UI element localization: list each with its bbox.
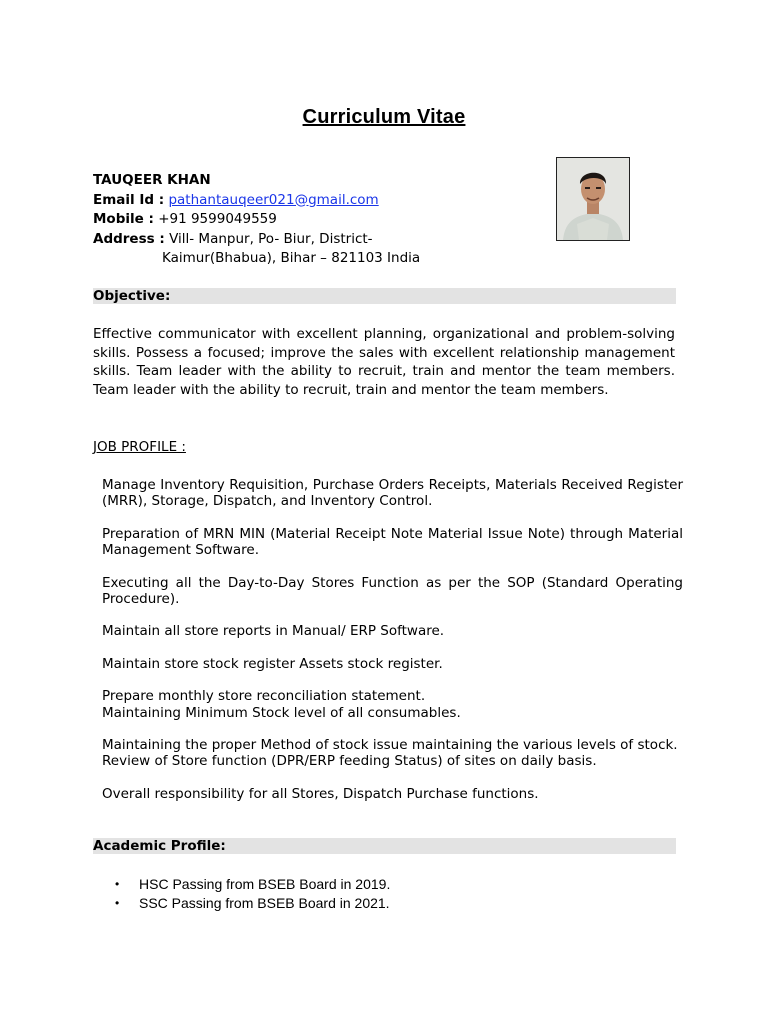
job-duty-item xyxy=(102,688,683,721)
job-duty-line: Review of Store function (DPR/ERP feeding Status) of sites on daily basis. xyxy=(102,753,597,770)
email-row xyxy=(93,191,420,211)
job-duty-line: Maintaining the proper Method of stock issue maintaining the various levels of stock. xyxy=(102,737,678,754)
job-duty-item xyxy=(102,786,683,802)
job-duty-line: Prepare monthly store reconciliation statement. xyxy=(102,688,426,705)
academic-item-text: HSC Passing from BSEB Board in 2019. xyxy=(139,876,391,892)
job-duty-line: Preparation of MRN MIN (Material Receipt Note Material Issue Note) through Material Management Software. xyxy=(102,525,683,559)
email-label: Email Id : xyxy=(93,191,165,208)
job-duties-list xyxy=(102,477,683,818)
job-duty-item xyxy=(102,656,683,672)
job-duty-line: Executing all the Day-to-Day Stores Function as per the SOP (Standard Operating Procedure). xyxy=(102,574,683,608)
email-link[interactable]: pathantauqeer021@gmail.com xyxy=(168,191,379,208)
address-row xyxy=(93,230,420,250)
academic-list xyxy=(115,875,390,913)
job-duty-line: Maintain store stock register Assets stock register. xyxy=(102,655,443,672)
mobile-row xyxy=(93,210,420,230)
academic-item-text: SSC Passing from BSEB Board in 2021. xyxy=(139,895,390,911)
address-line-2: Kaimur(Bhabua), Bihar – 821103 India xyxy=(162,250,421,266)
objective-heading: Objective: xyxy=(93,288,676,304)
job-duty-item xyxy=(102,477,683,510)
profile-photo xyxy=(556,157,630,241)
mobile-label: Mobile : xyxy=(93,211,154,227)
academic-item xyxy=(115,894,390,913)
bullet-icon: • xyxy=(115,896,120,910)
job-duty-line: Overall responsibility for all Stores, Dispatch Purchase functions. xyxy=(102,785,539,802)
bullet-icon: • xyxy=(115,877,120,891)
academic-profile-heading: Academic Profile: xyxy=(93,838,676,854)
job-duty-line: Manage Inventory Requisition, Purchase Orders Receipts, Materials Received Register (MRR), Storage, Dispatch, and Inventory Control. xyxy=(102,477,683,510)
mobile-value: +91 9599049559 xyxy=(158,211,277,227)
job-duty-item xyxy=(102,623,683,639)
job-duty-line: Maintain all store reports in Manual/ ERP Software. xyxy=(102,623,445,640)
person-photo-icon xyxy=(557,158,629,240)
academic-item xyxy=(115,875,390,894)
job-profile-heading: JOB PROFILE : xyxy=(93,439,186,455)
address-line-1: Vill- Manpur, Po- Biur, District- xyxy=(169,230,373,247)
job-duty-item xyxy=(102,575,683,608)
address-label: Address : xyxy=(93,230,165,247)
objective-text: Effective communicator with excellent planning, organizational and problem-solving skills. Possess a focused; improve the sales with excellent relationship management skills. Team leader with the ability to recruit, train and mentor the team members. Team leader with the ability to recruit, train and mentor the team members. xyxy=(93,326,675,399)
personal-details xyxy=(93,171,420,269)
document-title: Curriculum Vitae xyxy=(302,106,466,128)
job-duty-line: Maintaining Minimum Stock level of all consumables. xyxy=(102,704,461,721)
job-duty-item xyxy=(102,526,683,559)
job-duty-item xyxy=(102,737,683,770)
candidate-name: TAUQEER KHAN xyxy=(93,172,211,188)
